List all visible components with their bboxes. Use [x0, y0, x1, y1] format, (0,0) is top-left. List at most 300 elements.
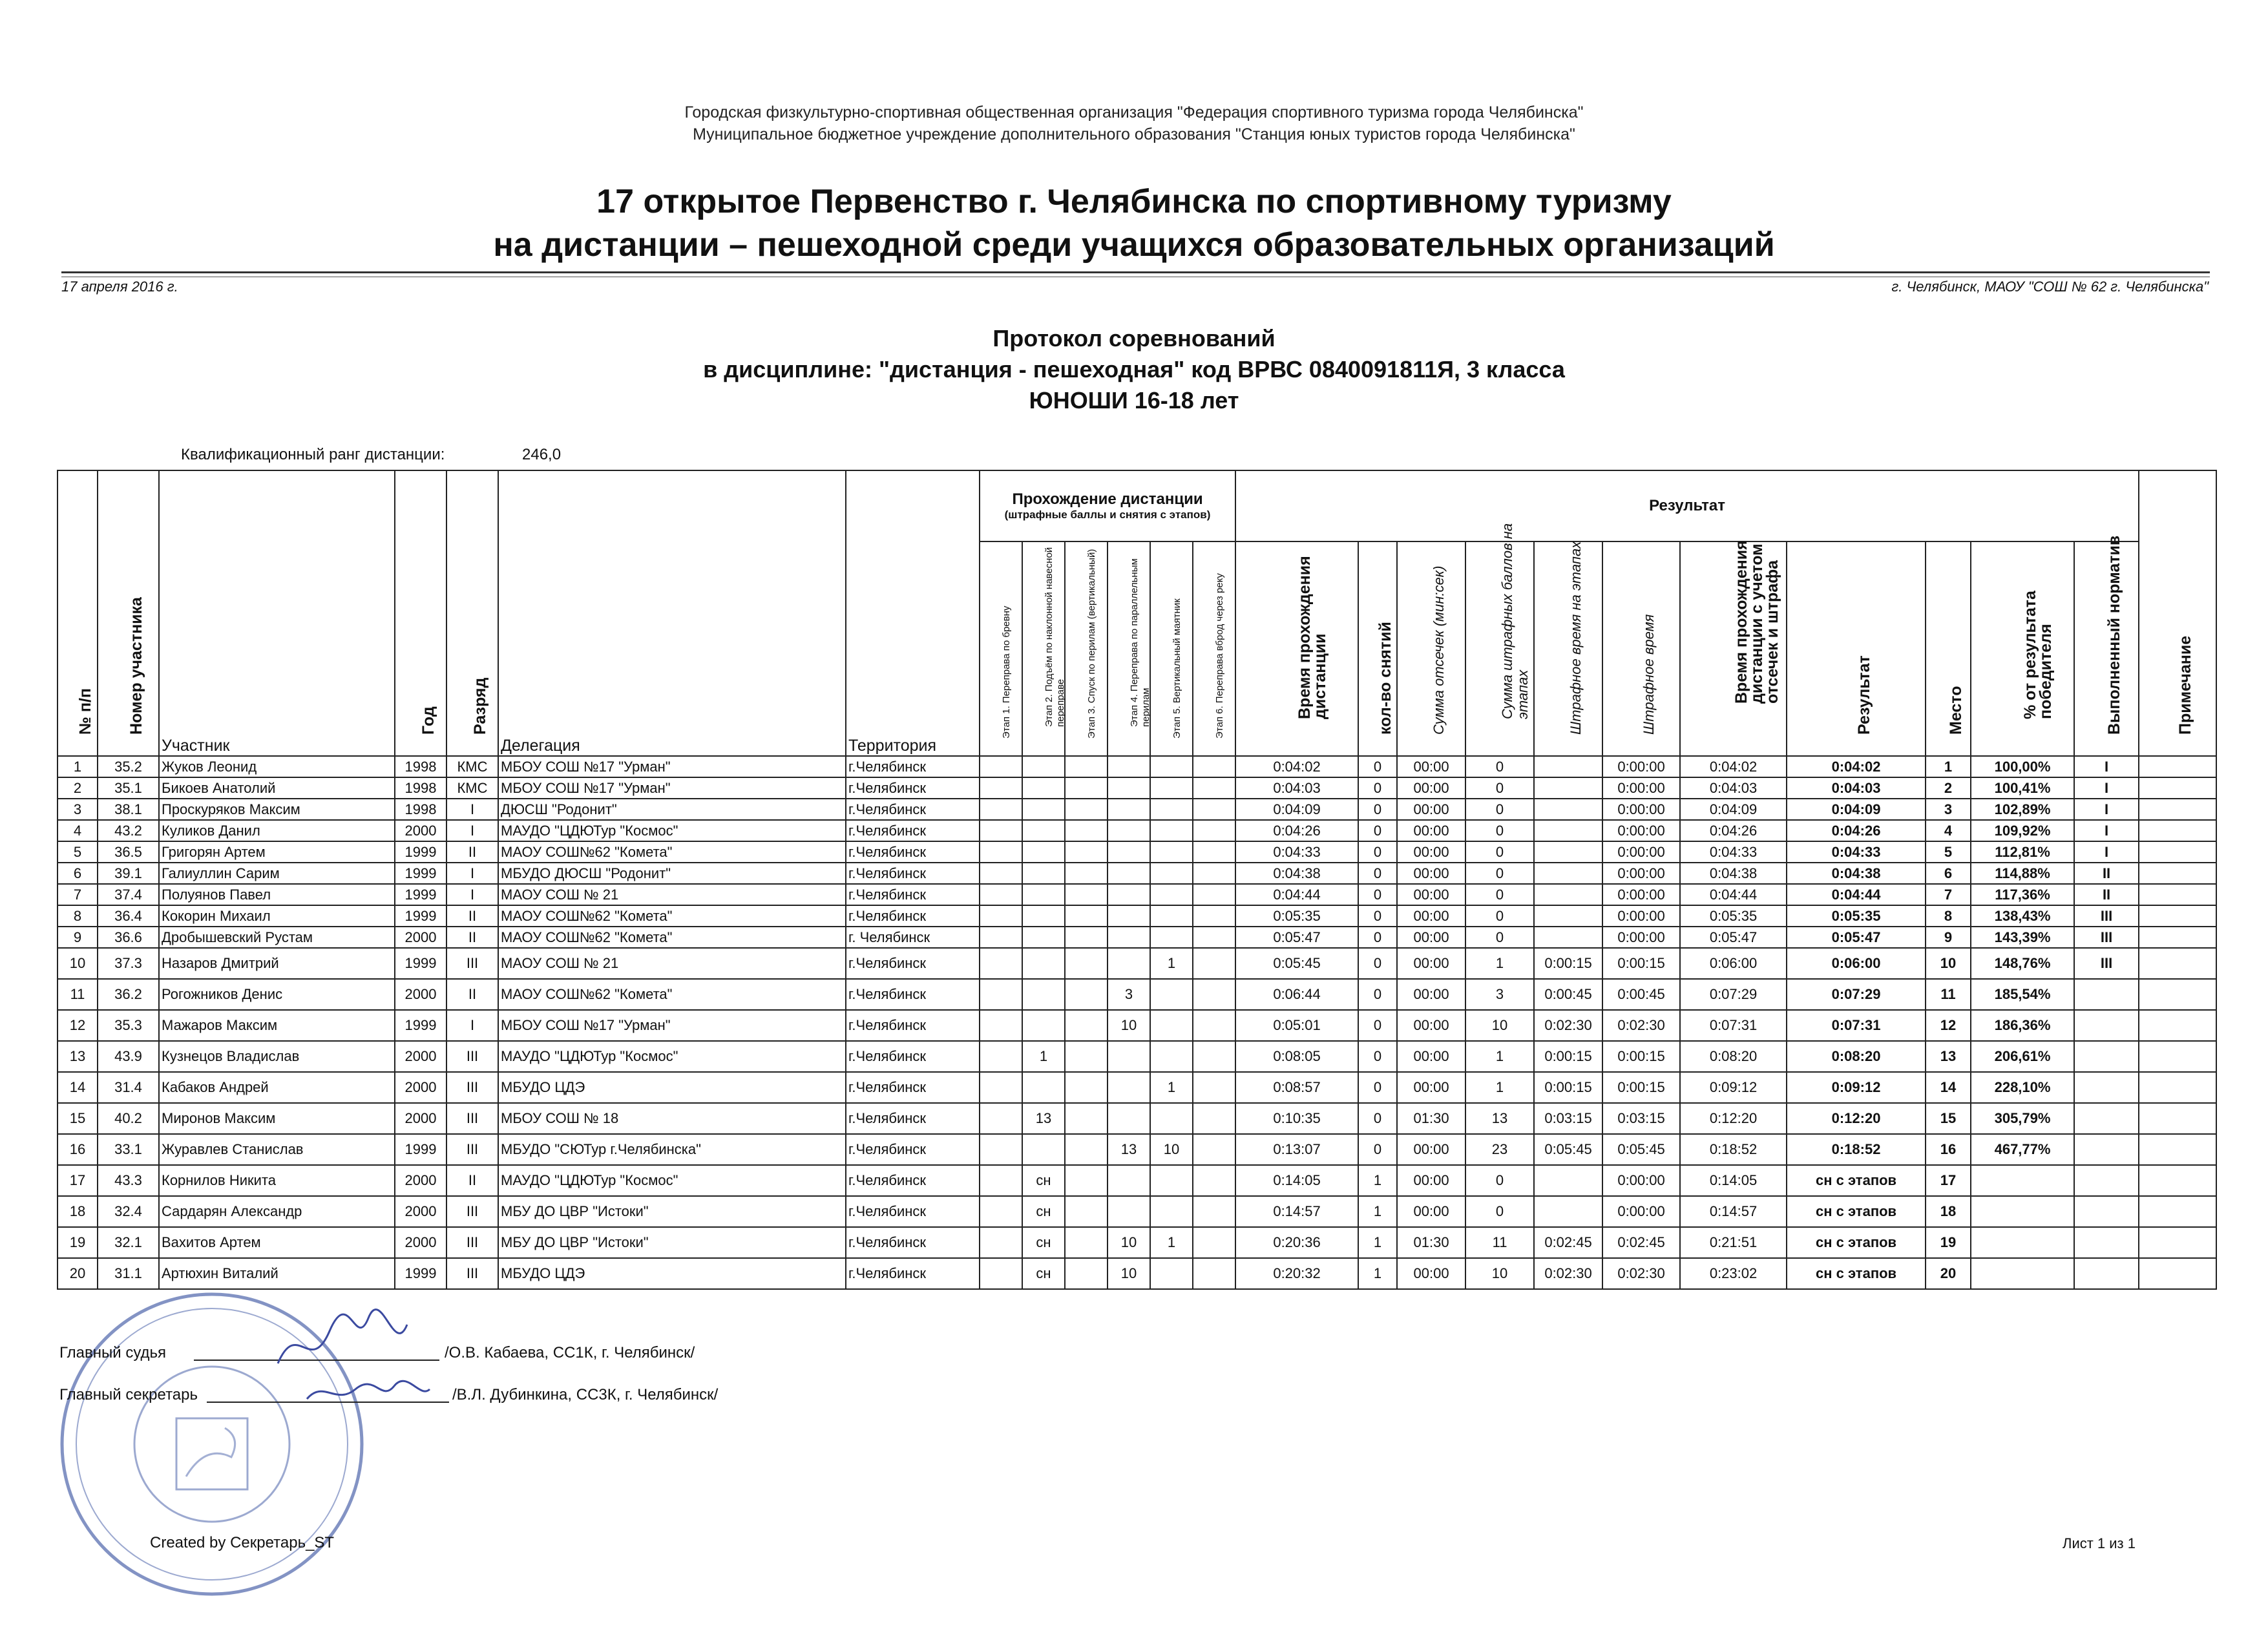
cell-stage-4 [1108, 884, 1150, 905]
page-title-line-1: 17 открытое Первенство г. Челябинска по спортивному туризму [596, 183, 1672, 220]
cell-stage-4 [1108, 927, 1150, 948]
cell-percent: 112,81% [1971, 841, 2074, 863]
cell-penalty-sum: 13 [1465, 1103, 1534, 1134]
cell-delegation: МАОУ СОШ№62 "Комета" [498, 927, 846, 948]
cell-norm: I [2074, 756, 2139, 777]
cell-total-time: 0:04:02 [1680, 756, 1787, 777]
cell-stage-6 [1193, 1134, 1235, 1165]
table-row [58, 799, 2216, 820]
cell-penalty-time: 0:00:00 [1602, 905, 1680, 927]
cell-removals: 0 [1358, 1134, 1397, 1165]
cell-bib: 39.1 [98, 863, 159, 884]
cell-note [2139, 979, 2216, 1010]
cell-number: 20 [58, 1258, 98, 1289]
table-row [58, 1072, 2216, 1103]
cell-stage-1 [980, 1103, 1022, 1134]
cell-note [2139, 927, 2216, 948]
cell-place: 3 [1926, 799, 1971, 820]
cell-place: 10 [1926, 948, 1971, 979]
cell-bib: 35.1 [98, 777, 159, 799]
cell-stage-3 [1065, 905, 1108, 927]
cell-year: 1999 [395, 863, 446, 884]
cell-number: 13 [58, 1041, 98, 1072]
cell-cutoff-sum: 00:00 [1397, 905, 1465, 927]
cell-time: 0:14:05 [1235, 1165, 1358, 1196]
protocol-category: ЮНОШИ 16-18 лет [1029, 387, 1239, 414]
cell-time: 0:05:01 [1235, 1010, 1358, 1041]
cell-stage-6 [1193, 1041, 1235, 1072]
cell-bib: 35.2 [98, 756, 159, 777]
cell-stage-3 [1065, 1103, 1108, 1134]
event-place: г. Челябинск, МАОУ "СОШ № 62 г. Челябинска" [1891, 278, 2209, 295]
cell-number: 1 [58, 756, 98, 777]
cell-total-time: 0:05:47 [1680, 927, 1787, 948]
cell-result: 0:04:03 [1787, 777, 1926, 799]
cell-percent: 467,77% [1971, 1134, 2074, 1165]
cell-time: 0:08:57 [1235, 1072, 1358, 1103]
cell-delegation: МБУДО ЦДЭ [498, 1258, 846, 1289]
cell-percent: 143,39% [1971, 927, 2074, 948]
cell-delegation: МБУ ДО ЦВР "Истоки" [498, 1227, 846, 1258]
cell-total-time: 0:12:20 [1680, 1103, 1787, 1134]
col-header-cutoff-sum: Сумма отсечек (мин:сек) [1397, 541, 1465, 756]
group-header-passage: Прохождение дистанции (штрафные баллы и снятия с этапов) [980, 470, 1235, 541]
cell-delegation: ДЮСШ "Родонит" [498, 799, 846, 820]
col-header-stage-4: Этап 4. Переправа по параллельным перилам [1108, 541, 1150, 756]
cell-stage-3 [1065, 820, 1108, 841]
cell-stage-6 [1193, 1103, 1235, 1134]
cell-stage-6 [1193, 1072, 1235, 1103]
cell-participant: Сардарян Александр [159, 1196, 395, 1227]
cell-stage-penalty-time: 0:02:30 [1534, 1010, 1602, 1041]
cell-cutoff-sum: 00:00 [1397, 1258, 1465, 1289]
cell-delegation: МАУДО "ЦДЮТур "Космос" [498, 1165, 846, 1196]
cell-year: 2000 [395, 979, 446, 1010]
cell-total-time: 0:04:38 [1680, 863, 1787, 884]
cell-stage-1 [980, 863, 1022, 884]
col-header-participant: Участник [159, 470, 395, 756]
cell-stage-3 [1065, 1072, 1108, 1103]
cell-norm [2074, 1196, 2139, 1227]
cell-removals: 0 [1358, 884, 1397, 905]
col-header-note: Примечание [2139, 470, 2216, 756]
protocol-title: Протокол соревнований [992, 325, 1276, 352]
cell-stage-penalty-time [1534, 841, 1602, 863]
col-header-removals: кол-во снятий [1358, 541, 1397, 756]
cell-territory: г.Челябинск [846, 1134, 980, 1165]
cell-place: 9 [1926, 927, 1971, 948]
cell-cutoff-sum: 00:00 [1397, 927, 1465, 948]
cell-result: сн с этапов [1787, 1196, 1926, 1227]
group-header-result: Результат [1235, 470, 2139, 541]
cell-bib: 36.2 [98, 979, 159, 1010]
cell-delegation: МБОУ СОШ №17 "Урман" [498, 777, 846, 799]
cell-bib: 38.1 [98, 799, 159, 820]
cell-cutoff-sum: 00:00 [1397, 756, 1465, 777]
cell-territory: г.Челябинск [846, 1258, 980, 1289]
cell-norm [2074, 1041, 2139, 1072]
cell-number: 7 [58, 884, 98, 905]
cell-rank: II [446, 1165, 498, 1196]
cell-result: 0:04:02 [1787, 756, 1926, 777]
cell-rank: II [446, 927, 498, 948]
cell-total-time: 0:14:57 [1680, 1196, 1787, 1227]
cell-stage-6 [1193, 979, 1235, 1010]
col-header-stage-3: Этап 3. Спуск по перилам (вертикальный) [1065, 541, 1108, 756]
cell-note [2139, 1072, 2216, 1103]
cell-penalty-sum: 1 [1465, 948, 1534, 979]
cell-year: 2000 [395, 820, 446, 841]
cell-participant: Кокорин Михаил [159, 905, 395, 927]
cell-rank: III [446, 1227, 498, 1258]
event-date: 17 апреля 2016 г. [61, 278, 178, 295]
cell-norm: III [2074, 948, 2139, 979]
cell-rank: I [446, 820, 498, 841]
cell-total-time: 0:07:31 [1680, 1010, 1787, 1041]
cell-stage-3 [1065, 927, 1108, 948]
cell-removals: 1 [1358, 1227, 1397, 1258]
cell-stage-1 [980, 799, 1022, 820]
cell-rank: III [446, 1103, 498, 1134]
cell-stage-3 [1065, 1165, 1108, 1196]
cell-participant: Миронов Максим [159, 1103, 395, 1134]
cell-norm: I [2074, 841, 2139, 863]
cell-number: 18 [58, 1196, 98, 1227]
cell-note [2139, 1041, 2216, 1072]
cell-penalty-time: 0:00:00 [1602, 841, 1680, 863]
cell-territory: г.Челябинск [846, 1227, 980, 1258]
cell-place: 18 [1926, 1196, 1971, 1227]
cell-stage-6 [1193, 863, 1235, 884]
cell-penalty-sum: 0 [1465, 756, 1534, 777]
cell-stage-1 [980, 1072, 1022, 1103]
cell-time: 0:06:44 [1235, 979, 1358, 1010]
cell-stage-5 [1150, 841, 1193, 863]
cell-stage-3 [1065, 863, 1108, 884]
cell-cutoff-sum: 00:00 [1397, 1010, 1465, 1041]
cell-percent [1971, 1227, 2074, 1258]
cell-rank: КМС [446, 777, 498, 799]
cell-note [2139, 1134, 2216, 1165]
cell-cutoff-sum: 01:30 [1397, 1227, 1465, 1258]
cell-bib: 31.1 [98, 1258, 159, 1289]
cell-territory: г.Челябинск [846, 1010, 980, 1041]
cell-removals: 0 [1358, 863, 1397, 884]
cell-territory: г.Челябинск [846, 1165, 980, 1196]
cell-territory: г.Челябинск [846, 799, 980, 820]
cell-norm [2074, 1134, 2139, 1165]
cell-penalty-sum: 0 [1465, 1165, 1534, 1196]
cell-number: 11 [58, 979, 98, 1010]
cell-participant: Бикоев Анатолий [159, 777, 395, 799]
cell-percent: 228,10% [1971, 1072, 2074, 1103]
cell-stage-6 [1193, 1258, 1235, 1289]
cell-stage-5: 1 [1150, 948, 1193, 979]
cell-territory: г.Челябинск [846, 820, 980, 841]
cell-place: 5 [1926, 841, 1971, 863]
cell-note [2139, 1227, 2216, 1258]
cell-note [2139, 948, 2216, 979]
cell-time: 0:05:35 [1235, 905, 1358, 927]
cell-result: 0:04:44 [1787, 884, 1926, 905]
cell-norm [2074, 1227, 2139, 1258]
cell-norm: III [2074, 905, 2139, 927]
cell-penalty-time: 0:00:00 [1602, 1165, 1680, 1196]
cell-stage-4 [1108, 1072, 1150, 1103]
cell-bib: 43.9 [98, 1041, 159, 1072]
cell-result: сн с этапов [1787, 1165, 1926, 1196]
cell-rank: I [446, 884, 498, 905]
cell-total-time: 0:21:51 [1680, 1227, 1787, 1258]
cell-percent [1971, 1196, 2074, 1227]
cell-territory: г.Челябинск [846, 756, 980, 777]
cell-stage-4: 10 [1108, 1010, 1150, 1041]
cell-stage-2 [1022, 905, 1065, 927]
cell-stage-4 [1108, 1103, 1150, 1134]
cell-year: 2000 [395, 927, 446, 948]
cell-stage-2 [1022, 863, 1065, 884]
cell-stage-1 [980, 927, 1022, 948]
cell-stage-1 [980, 1134, 1022, 1165]
cell-year: 1999 [395, 1258, 446, 1289]
cell-penalty-sum: 10 [1465, 1010, 1534, 1041]
cell-stage-penalty-time [1534, 884, 1602, 905]
cell-bib: 43.3 [98, 1165, 159, 1196]
cell-stage-3 [1065, 884, 1108, 905]
organization-line-1: Городская физкультурно-спортивная общественная организация "Федерация спортивного туризма города Челябинска" [684, 103, 1584, 121]
cell-number: 12 [58, 1010, 98, 1041]
cell-penalty-time: 0:00:15 [1602, 1041, 1680, 1072]
cell-stage-3 [1065, 1258, 1108, 1289]
cell-stage-2: сн [1022, 1227, 1065, 1258]
cell-stage-2: сн [1022, 1258, 1065, 1289]
cell-territory: г.Челябинск [846, 1103, 980, 1134]
cell-stage-1 [980, 979, 1022, 1010]
cell-stage-5 [1150, 1041, 1193, 1072]
cell-rank: III [446, 1258, 498, 1289]
cell-time: 0:04:02 [1235, 756, 1358, 777]
cell-total-time: 0:05:35 [1680, 905, 1787, 927]
cell-delegation: МБОУ СОШ № 18 [498, 1103, 846, 1134]
cell-year: 2000 [395, 1041, 446, 1072]
cell-stage-2: 13 [1022, 1103, 1065, 1134]
cell-stage-1 [980, 905, 1022, 927]
page-title-line-2: на дистанции – пешеходной среди учащихся образовательных организаций [493, 226, 1775, 264]
cell-stage-6 [1193, 841, 1235, 863]
cell-stage-1 [980, 948, 1022, 979]
cell-penalty-time: 0:00:00 [1602, 756, 1680, 777]
cell-stage-5 [1150, 799, 1193, 820]
cell-stage-penalty-time: 0:03:15 [1534, 1103, 1602, 1134]
cell-stage-6 [1193, 1010, 1235, 1041]
table-row [58, 1196, 2216, 1227]
cell-stage-3 [1065, 1134, 1108, 1165]
cell-percent [1971, 1165, 2074, 1196]
cell-stage-4 [1108, 820, 1150, 841]
cell-stage-penalty-time: 0:02:45 [1534, 1227, 1602, 1258]
col-header-stage-1: Этап 1. Переправа по бревну [980, 541, 1022, 756]
cell-bib: 40.2 [98, 1103, 159, 1134]
cell-result: 0:08:20 [1787, 1041, 1926, 1072]
cell-stage-2 [1022, 799, 1065, 820]
table-row [58, 1258, 2216, 1289]
cell-note [2139, 1010, 2216, 1041]
cell-norm: I [2074, 799, 2139, 820]
table-row [58, 1103, 2216, 1134]
cell-stage-penalty-time: 0:02:30 [1534, 1258, 1602, 1289]
cell-stage-3 [1065, 841, 1108, 863]
cell-stage-5: 10 [1150, 1134, 1193, 1165]
col-header-total-time: Время прохождения дистанции с учетом отсечек и штрафа [1680, 541, 1787, 756]
cell-result: 0:09:12 [1787, 1072, 1926, 1103]
cell-participant: Жуков Леонид [159, 756, 395, 777]
cell-penalty-sum: 0 [1465, 799, 1534, 820]
cell-year: 2000 [395, 1072, 446, 1103]
cell-participant: Журавлев Станислав [159, 1134, 395, 1165]
cell-percent: 102,89% [1971, 799, 2074, 820]
cell-time: 0:04:38 [1235, 863, 1358, 884]
page-counter: Лист 1 из 1 [2063, 1535, 2136, 1551]
cell-place: 4 [1926, 820, 1971, 841]
cell-penalty-time: 0:02:45 [1602, 1227, 1680, 1258]
cell-number: 2 [58, 777, 98, 799]
results-table [57, 470, 2217, 1290]
cell-percent: 305,79% [1971, 1103, 2074, 1134]
cell-stage-4 [1108, 863, 1150, 884]
chief-secretary-signature-icon [304, 1373, 433, 1412]
cell-place: 16 [1926, 1134, 1971, 1165]
cell-total-time: 0:23:02 [1680, 1258, 1787, 1289]
cell-place: 15 [1926, 1103, 1971, 1134]
cell-norm [2074, 1258, 2139, 1289]
col-header-year: Год [395, 470, 446, 756]
col-header-result: Результат [1787, 541, 1926, 756]
cell-year: 1998 [395, 799, 446, 820]
cell-stage-6 [1193, 927, 1235, 948]
cell-removals: 0 [1358, 905, 1397, 927]
cell-number: 4 [58, 820, 98, 841]
cell-stage-penalty-time: 0:05:45 [1534, 1134, 1602, 1165]
cell-result: 0:04:26 [1787, 820, 1926, 841]
qualification-rank-value: 246,0 [522, 446, 562, 463]
cell-stage-2: сн [1022, 1196, 1065, 1227]
cell-participant: Назаров Дмитрий [159, 948, 395, 979]
cell-note [2139, 884, 2216, 905]
cell-stage-3 [1065, 1010, 1108, 1041]
cell-time: 0:04:26 [1235, 820, 1358, 841]
table-row [58, 863, 2216, 884]
cell-stage-1 [980, 841, 1022, 863]
cell-participant: Кабаков Андрей [159, 1072, 395, 1103]
cell-percent: 186,36% [1971, 1010, 2074, 1041]
cell-stage-6 [1193, 1227, 1235, 1258]
cell-cutoff-sum: 01:30 [1397, 1103, 1465, 1134]
cell-note [2139, 756, 2216, 777]
cell-number: 15 [58, 1103, 98, 1134]
cell-stage-penalty-time [1534, 820, 1602, 841]
cell-stage-2: сн [1022, 1165, 1065, 1196]
cell-stage-3 [1065, 1196, 1108, 1227]
cell-norm [2074, 979, 2139, 1010]
cell-penalty-time: 0:00:15 [1602, 1072, 1680, 1103]
cell-stage-6 [1193, 777, 1235, 799]
cell-penalty-time: 0:03:15 [1602, 1103, 1680, 1134]
cell-norm: II [2074, 884, 2139, 905]
cell-stage-penalty-time [1534, 1196, 1602, 1227]
cell-result: сн с этапов [1787, 1227, 1926, 1258]
cell-place: 17 [1926, 1165, 1971, 1196]
cell-stage-5: 1 [1150, 1227, 1193, 1258]
cell-delegation: МАУДО "ЦДЮТур "Космос" [498, 820, 846, 841]
cell-percent: 114,88% [1971, 863, 2074, 884]
cell-bib: 36.4 [98, 905, 159, 927]
cell-penalty-time: 0:00:00 [1602, 863, 1680, 884]
cell-time: 0:20:36 [1235, 1227, 1358, 1258]
table-row [58, 884, 2216, 905]
cell-participant: Куликов Данил [159, 820, 395, 841]
col-header-delegation: Делегация [498, 470, 846, 756]
cell-cutoff-sum: 00:00 [1397, 884, 1465, 905]
cell-removals: 1 [1358, 1196, 1397, 1227]
cell-percent [1971, 1258, 2074, 1289]
cell-penalty-time: 0:02:30 [1602, 1010, 1680, 1041]
table-row [58, 1165, 2216, 1196]
cell-time: 0:13:07 [1235, 1134, 1358, 1165]
cell-removals: 0 [1358, 1010, 1397, 1041]
cell-year: 1999 [395, 1134, 446, 1165]
cell-result: 0:07:31 [1787, 1010, 1926, 1041]
cell-percent: 138,43% [1971, 905, 2074, 927]
cell-note [2139, 1165, 2216, 1196]
cell-stage-5 [1150, 1010, 1193, 1041]
cell-territory: г.Челябинск [846, 863, 980, 884]
cell-territory: г. Челябинск [846, 927, 980, 948]
cell-rank: I [446, 799, 498, 820]
cell-removals: 0 [1358, 979, 1397, 1010]
cell-number: 17 [58, 1165, 98, 1196]
cell-time: 0:14:57 [1235, 1196, 1358, 1227]
cell-result: 0:06:00 [1787, 948, 1926, 979]
cell-stage-4 [1108, 756, 1150, 777]
cell-stage-2 [1022, 948, 1065, 979]
cell-stage-4: 13 [1108, 1134, 1150, 1165]
cell-stage-5 [1150, 1103, 1193, 1134]
cell-norm [2074, 1072, 2139, 1103]
cell-stage-2 [1022, 1010, 1065, 1041]
cell-stage-5 [1150, 777, 1193, 799]
col-header-place: Место [1926, 541, 1971, 756]
cell-cutoff-sum: 00:00 [1397, 1165, 1465, 1196]
cell-delegation: МАУДО "ЦДЮТур "Космос" [498, 1041, 846, 1072]
cell-removals: 0 [1358, 927, 1397, 948]
col-header-penalty-sum: Сумма штрафных баллов на этапах [1465, 541, 1534, 756]
cell-stage-2 [1022, 841, 1065, 863]
cell-cutoff-sum: 00:00 [1397, 841, 1465, 863]
cell-penalty-time: 0:00:00 [1602, 820, 1680, 841]
cell-year: 1999 [395, 884, 446, 905]
cell-stage-5 [1150, 884, 1193, 905]
cell-number: 14 [58, 1072, 98, 1103]
cell-penalty-sum: 1 [1465, 1041, 1534, 1072]
cell-result: 0:12:20 [1787, 1103, 1926, 1134]
cell-rank: III [446, 1134, 498, 1165]
cell-cutoff-sum: 00:00 [1397, 1134, 1465, 1165]
cell-year: 1999 [395, 948, 446, 979]
cell-result: 0:05:47 [1787, 927, 1926, 948]
cell-stage-1 [980, 884, 1022, 905]
col-header-stage-penalty-time: Штрафное время на этапах [1534, 541, 1602, 756]
cell-stage-penalty-time [1534, 1165, 1602, 1196]
